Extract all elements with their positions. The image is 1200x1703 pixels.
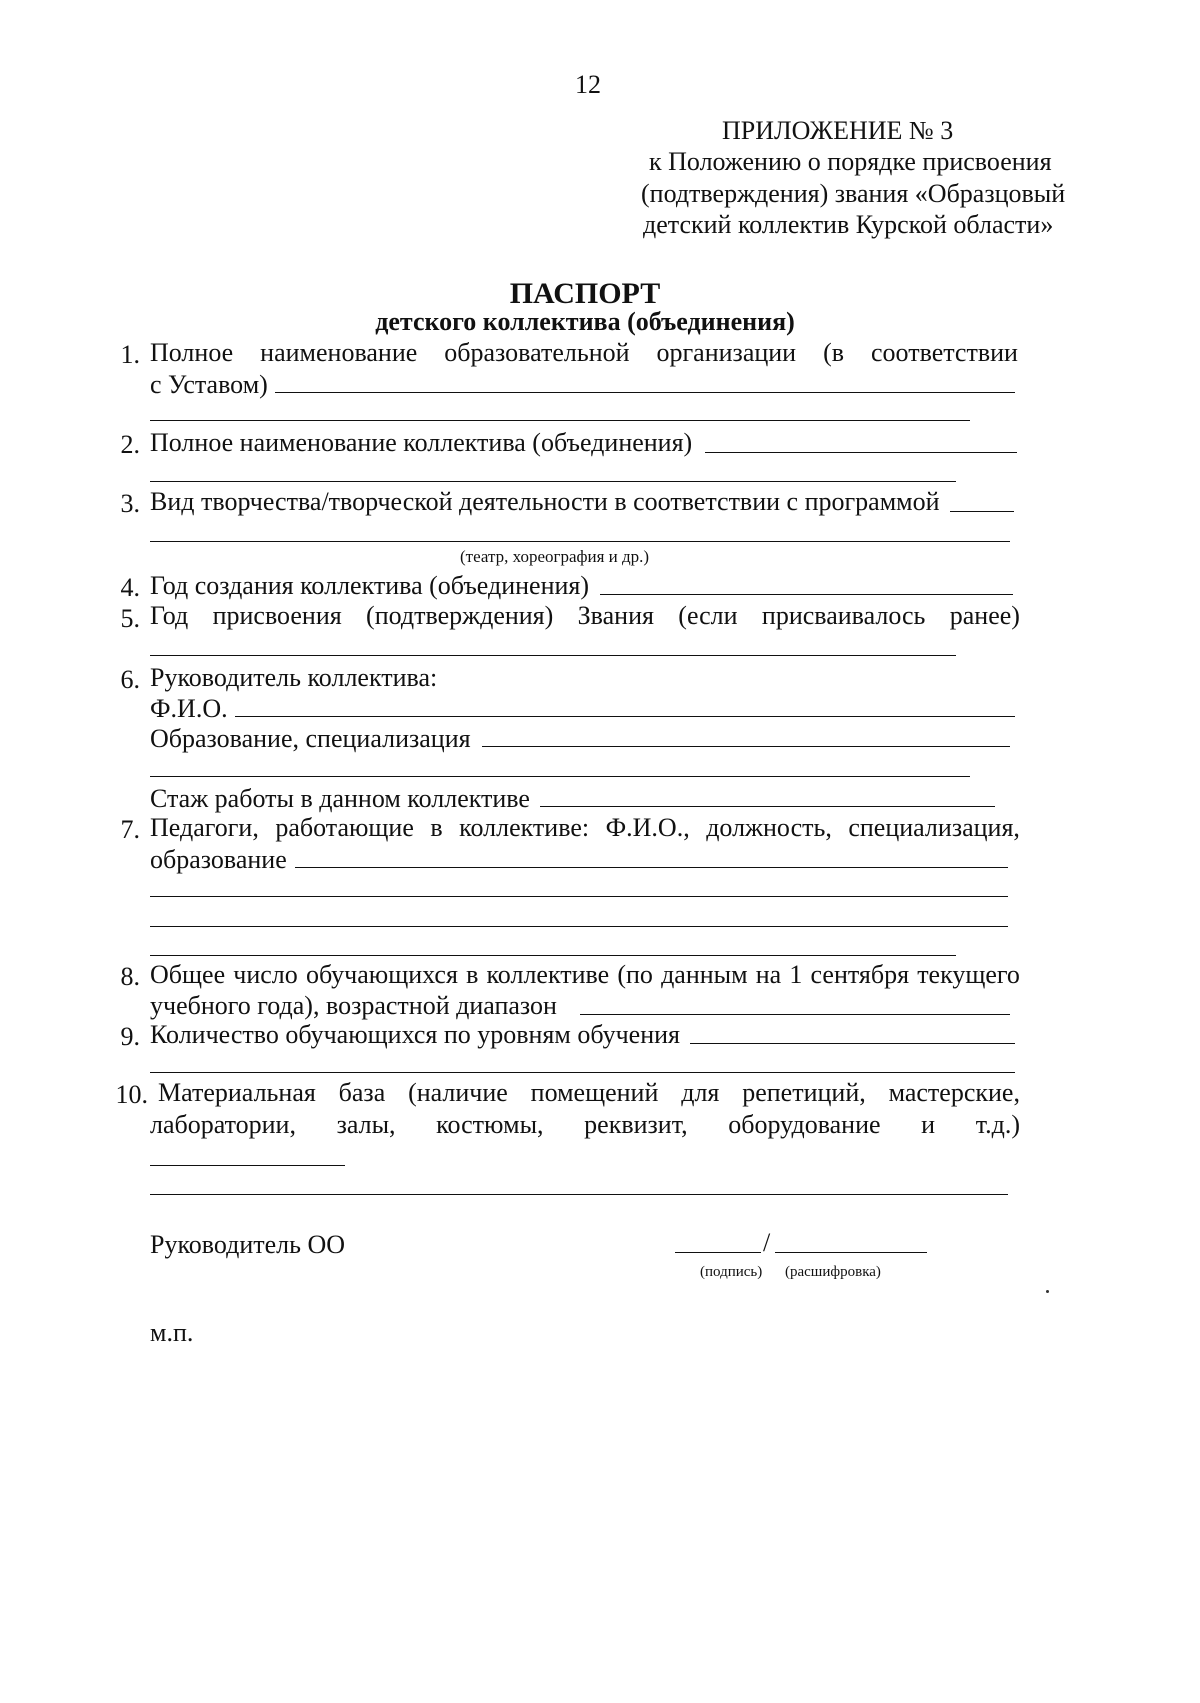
word: база	[338, 1078, 386, 1107]
word: Полное	[150, 338, 234, 367]
word: работающие	[275, 813, 414, 842]
word: костюмы,	[436, 1110, 544, 1139]
appendix-title: ПРИЛОЖЕНИЕ № 3	[722, 116, 954, 145]
word: оборудование	[728, 1110, 881, 1139]
word: Общее	[150, 960, 226, 989]
decode-line[interactable]	[775, 1252, 927, 1253]
word: ранее)	[949, 601, 1020, 630]
word: (подтверждения)	[366, 601, 554, 630]
item-8-fill-line[interactable]	[580, 1014, 1010, 1015]
item-2-fill-line[interactable]	[705, 452, 1017, 453]
word: (наличие	[408, 1078, 508, 1107]
appendix-line-2: (подтверждения) звания «Образцовый	[641, 179, 1066, 208]
word: для	[681, 1078, 720, 1107]
signatory-role: Руководитель ОО	[150, 1230, 346, 1259]
item-6-experience-line[interactable]	[540, 806, 995, 807]
item-4-number: 4.	[120, 573, 140, 602]
item-6-number: 6.	[120, 665, 140, 694]
word: Материальная	[158, 1078, 316, 1107]
word: (если	[678, 601, 738, 630]
word: организации	[656, 338, 797, 367]
item-2-label: Полное наименование коллектива (объединения)	[150, 428, 693, 457]
item-10-label-line-2	[150, 1110, 1020, 1140]
item-6-fio-label: Ф.И.О.	[150, 694, 228, 723]
item-1-fill-line[interactable]	[275, 392, 1015, 393]
item-9-fill-line[interactable]	[690, 1043, 1015, 1044]
decode-caption: (расшифровка)	[785, 1264, 881, 1280]
word: (в	[823, 338, 845, 367]
item-3-fill-line-2[interactable]	[150, 541, 1010, 542]
word: присваивалось	[761, 601, 926, 630]
item-6-fio-line[interactable]	[235, 716, 1015, 717]
item-6-education-line[interactable]	[482, 746, 1010, 747]
word: 1	[789, 960, 803, 989]
item-6-label: Руководитель коллектива:	[150, 663, 438, 692]
item-3-label: Вид творчества/творческой деятельности в соответствии с программой	[150, 487, 940, 516]
word: реквизит,	[584, 1110, 688, 1139]
page-number: 12	[575, 70, 601, 99]
word: на	[755, 960, 782, 989]
signature-slash: /	[763, 1228, 771, 1257]
item-6-education-label: Образование, специализация	[150, 724, 471, 753]
item-10-label	[158, 1078, 1020, 1108]
appendix-line-3: детский коллектив Курской области»	[643, 210, 1054, 239]
word: репетиций,	[742, 1078, 866, 1107]
word: помещений	[530, 1078, 659, 1107]
item-4-fill-line[interactable]	[600, 594, 1013, 595]
word: специализация,	[848, 813, 1020, 842]
word: Год	[150, 601, 189, 630]
word: в	[430, 813, 443, 842]
item-5-fill-line[interactable]	[150, 655, 956, 656]
item-2-fill-line-2[interactable]	[150, 481, 956, 482]
item-1-number: 1.	[120, 340, 140, 369]
item-1-label	[150, 338, 1018, 368]
item-1-continuation: с Уставом)	[150, 370, 268, 399]
appendix-line-1: к Положению о порядке присвоения	[649, 147, 1052, 176]
scan-speck	[1046, 1290, 1049, 1293]
signature-caption: (подпись)	[700, 1264, 763, 1280]
item-10-fill-line-2[interactable]	[150, 1194, 1008, 1195]
word: залы,	[336, 1110, 396, 1139]
item-7-fill-line[interactable]	[295, 867, 1008, 868]
item-9-number: 9.	[120, 1022, 140, 1051]
word: Ф.И.О.,	[605, 813, 690, 842]
word: текущего	[917, 960, 1020, 989]
word: должность,	[706, 813, 832, 842]
item-10-fill-line[interactable]	[150, 1165, 345, 1166]
stamp-place: м.п.	[150, 1318, 194, 1347]
word: сентября	[810, 960, 910, 989]
word: т.д.)	[975, 1110, 1020, 1139]
word: в	[466, 960, 479, 989]
item-3-hint: (театр, хореография и др.)	[460, 547, 650, 566]
item-5-label	[150, 601, 1020, 631]
item-6-education-line-2[interactable]	[150, 776, 970, 777]
item-3-number: 3.	[120, 489, 140, 518]
item-7-continuation: образование	[150, 845, 287, 874]
word: соответствии	[871, 338, 1018, 367]
item-1-fill-line-2[interactable]	[150, 420, 970, 421]
signature-line[interactable]	[675, 1252, 761, 1253]
item-7-number: 7.	[120, 815, 140, 844]
item-3-fill-line[interactable]	[950, 511, 1014, 512]
word: мастерские,	[888, 1078, 1020, 1107]
word: Педагоги,	[150, 813, 259, 842]
word: образовательной	[444, 338, 630, 367]
item-8-continuation: учебного года), возрастной диапазон	[150, 991, 557, 1020]
item-8-label	[150, 960, 1020, 990]
item-6-experience-label: Стаж работы в данном коллективе	[150, 784, 530, 813]
item-10-number: 10.	[115, 1080, 148, 1109]
item-7-label	[150, 813, 1020, 843]
document-title: ПАСПОРТ	[509, 277, 661, 310]
word: (по	[617, 960, 653, 989]
item-8-number: 8.	[120, 962, 140, 991]
item-4-label: Год создания коллектива (объединения)	[150, 571, 590, 600]
word: данным	[661, 960, 748, 989]
word: присвоения	[212, 601, 342, 630]
item-9-label: Количество обучающихся по уровням обучения	[150, 1020, 680, 1049]
item-9-fill-line-2[interactable]	[150, 1072, 1015, 1073]
item-7-fill-line-4[interactable]	[150, 955, 956, 956]
word: и	[921, 1110, 936, 1139]
word: наименование	[260, 338, 418, 367]
document-subtitle: детского коллектива (объединения)	[375, 307, 795, 336]
word: лаборатории,	[150, 1110, 296, 1139]
word: обучающихся	[305, 960, 458, 989]
item-5-number: 5.	[120, 604, 140, 633]
item-2-number: 2.	[120, 430, 140, 459]
word: Звания	[577, 601, 654, 630]
item-7-fill-line-3[interactable]	[150, 926, 1008, 927]
item-7-fill-line-2[interactable]	[150, 896, 1008, 897]
word: число	[233, 960, 298, 989]
word: коллективе	[486, 960, 610, 989]
word: коллективе:	[459, 813, 590, 842]
